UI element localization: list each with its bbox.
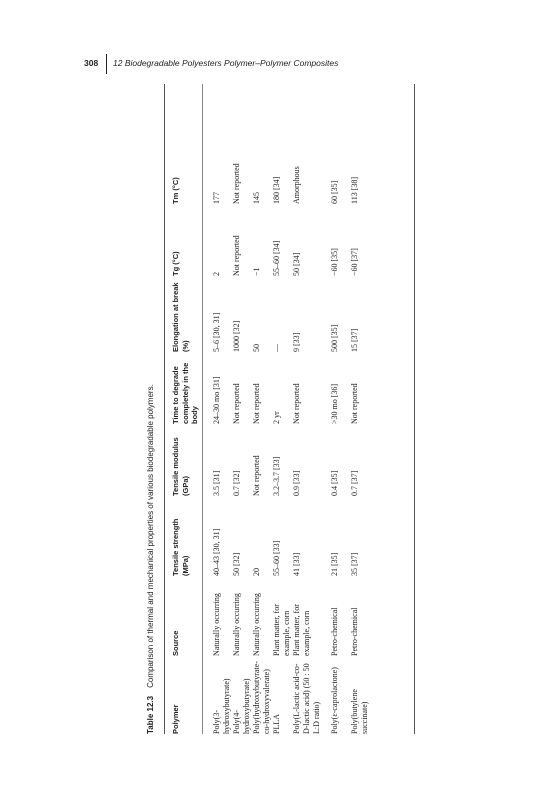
table-cell: 2 [212, 272, 221, 276]
table-top-rule [164, 84, 165, 734]
table-cell: 0.9 [33] [292, 470, 301, 496]
table-cell: −1 [252, 267, 261, 276]
table-cell: 50 [34] [292, 252, 301, 276]
table-cell: Not reported [232, 163, 241, 204]
column-header: Source [171, 630, 180, 656]
table-label: Table 12.3 [146, 695, 155, 734]
table-row-label: Poly(ε-caprolactone) [330, 667, 339, 734]
table-cell: 500 [35] [330, 324, 339, 352]
table-cell: 35 [37] [350, 552, 359, 576]
table-cell: 50 [252, 344, 261, 352]
table-cell: Not reported [252, 455, 261, 496]
table-row-label: Poly(3-hydroxybutyrate) [212, 678, 231, 734]
table-caption [146, 84, 155, 734]
table-cell: 24–30 mo [31] [212, 376, 221, 424]
table-cell: 50 [32] [232, 552, 241, 576]
table-cell: 55–60 [33] [272, 540, 281, 576]
column-header: Polymer [171, 704, 180, 734]
table-cell: 3.2–3.7 [33] [272, 456, 281, 496]
table-cell: Not reported [232, 383, 241, 424]
table-cell: Not reported [252, 383, 261, 424]
table-cell: 113 [38] [350, 176, 359, 204]
rotated-table-page [146, 84, 416, 734]
table-cell: >30 mo [36] [330, 383, 339, 424]
table-cell: 15 [37] [350, 328, 359, 352]
table-row-label: Poly(4-hydroxybutyrate) [232, 678, 251, 734]
table-cell: Naturally occurring [252, 593, 261, 656]
column-header: Tg (°C) [171, 251, 180, 276]
table-cell: 9 [33] [292, 332, 301, 352]
column-header: Elongation at break (%) [171, 282, 190, 352]
table-cell: 1000 [32] [232, 320, 241, 352]
table-cell: 5–6 [30, 31] [212, 312, 221, 352]
chapter-title: 12 Biodegradable Polyesters Polymer–Polymer Composites [113, 58, 339, 68]
column-header: Tensile modulus (GPa) [171, 437, 190, 496]
table-header-rule [202, 84, 203, 734]
table-cell: 177 [212, 192, 221, 204]
table-cell: 21 [35] [330, 552, 339, 576]
table-cell: 145 [252, 192, 261, 204]
table-bottom-rule [414, 84, 415, 734]
table-caption-text: Comparison of thermal and mechanical properties of various biodegradable polymers. [146, 384, 155, 688]
table-cell: Naturally occurring [212, 593, 221, 656]
table-cell: Not reported [292, 383, 301, 424]
table-cell: 0.4 [35] [330, 470, 339, 496]
page-number: 308 [84, 58, 99, 68]
table-cell: Not reported [232, 235, 241, 276]
page-header [84, 54, 504, 76]
column-header: Time to degrade completely in the body [171, 362, 199, 424]
table-row-label: Poly(hydroxybutyrate-co-hydroxyvalerate) [252, 661, 271, 734]
table-cell: 40–43 [30, 31] [212, 528, 221, 576]
table-cell: Petro-chemical [350, 607, 359, 656]
table-cell: Plant matter, for example, corn [292, 604, 311, 656]
table-cell: 0.7 [32] [232, 470, 241, 496]
table-cell: 180 [34] [272, 176, 281, 204]
column-header: Tm (°C) [171, 177, 180, 204]
table-cell: 20 [252, 568, 261, 576]
table-row-label: Poly(L-lactic acid-co-D-lactic acid) (50 : 50 L:D ratio) [292, 663, 321, 734]
table-cell: −60 [35] [330, 248, 339, 276]
table-cell: — [272, 344, 281, 352]
table-cell: 60 [35] [330, 180, 339, 204]
header-divider [106, 54, 107, 74]
table-cell: −60 [37] [350, 248, 359, 276]
table-cell: 2 yr [272, 411, 281, 424]
table-cell: 41 [33] [292, 552, 301, 576]
table-cell: Amorphous [292, 166, 301, 204]
table-cell: Naturally occurring [232, 593, 241, 656]
table-row-label: PLLA [272, 714, 281, 734]
column-header: Tensile strength (MPa) [171, 518, 190, 576]
table-cell: Petro-chemical [330, 607, 339, 656]
table-row-label: Poly(butylene succinate) [350, 689, 369, 734]
table-cell: 0.7 [37] [350, 470, 359, 496]
table-cell: 55–60 [34] [272, 240, 281, 276]
table-cell: 3.5 [31] [212, 470, 221, 496]
table-cell: Plant matter, for example, corn [272, 604, 291, 656]
table-cell: Not reported [350, 383, 359, 424]
